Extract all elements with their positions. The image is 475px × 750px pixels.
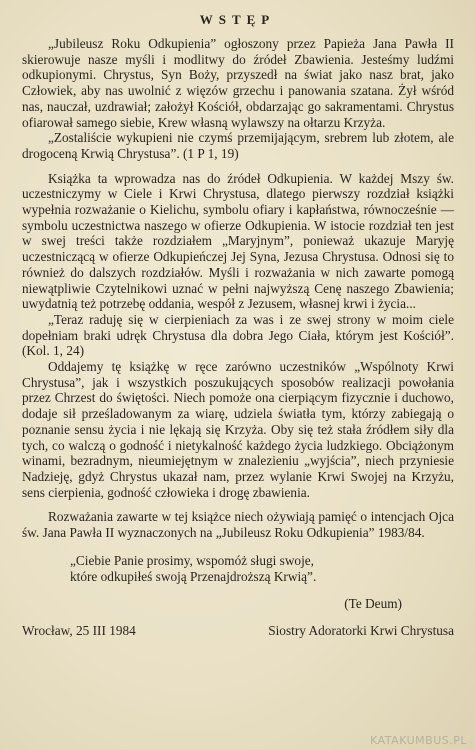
paragraph-quote-colossians: „Teraz raduję się w cierpieniach za was i ze swej strony w moim ciele dopełniam braki udręk Chrystusa dla dobra Jego Ciała, którym jest Kościół”. (Kol. 1, 24) (22, 311, 454, 359)
prayer-source: (Te Deum) (344, 596, 402, 612)
signature-row (22, 623, 454, 639)
prayer-line-1: „Ciebie Panie prosimy, wspomóż sługi swoje, (70, 552, 314, 568)
paragraph-jubilee: „Jubileusz Roku Odkupienia” ogłoszony przez Papieża Jana Pawła II skierowuje nasze myśli i modlitwy do źródeł Zbawienia. Jesteśmy ludźmi odkupionymi. Chrystus, Syn Boży, przyszedł na świat jako nasz brat, jako Człowiek, aby nas uwolnić z więzów grzechu i panowania szatana. Żył wśród nas, nauczał, uzdrawiał; założył Kościół, obdarzając go sakramentami. Chrystus ofiarował samego siebie, Krew własną wylawszy na ołtarzu Krzyża. (22, 36, 454, 130)
paragraph-dedication: Oddajemy tę książkę w ręce zarówno uczestników „Wspólnoty Krwi Chrystusa”, jak i wszystkich poszukujących sposobów realizacji powołania przez Chrzest do świętości. Niech pomoże ona cierpiącym fizycznie i duchowo, dodaje sił prześladowanym za wiarę, udziela światła tym, którzy zabiegają o poznanie sensu życia i nie lękają się Krzyża. Oby się też stała źródłem siły dla tych, co walczą o godność i nietykalność każdego życia ludzkiego. Obciążonym winami, bezradnym, nieumiejętnym w znalezieniu „wyjścia”, niech przyniesie Nadzieję, gdyż Chrystus ukazał nam, przez wylanie Krwi Swojej na Krzyżu, sens cierpienia, godność człowieka i drogę zbawienia. (22, 359, 454, 500)
document-body (22, 36, 454, 639)
watermark: KATAKUMBUS.PL (370, 734, 467, 747)
author-signature: Siostry Adoratorki Krwi Chrystusa (268, 622, 454, 638)
prayer-line-2: które odkupiłeś swoją Przenajdroższą Krwią”. (70, 568, 317, 584)
paragraph-quote-peter: „Zostaliście wykupieni nie czymś przemijającym, srebrem lub złotem, ale drogoceną Krwią Chrystusa”. (1 P 1, 19) (22, 130, 454, 161)
place-date: Wrocław, 25 III 1984 (22, 622, 136, 638)
paragraph-intentions: Rozważania zawarte w tej książce niech ożywiają pamięć o intencjach Ojca św. Jana Pawła II wyznaczonych na „Jubileusz Roku Odkupienia” 1983/84. (22, 509, 454, 541)
paragraph-book-intro: Książka ta wprowadza nas do źródeł Odkupienia. W każdej Mszy św. uczestniczymy w Ciele i Krwi Chrystusa, dlatego pierwszy rozdział książki wypełnia rozważanie o Kielichu, symbolu ofiary i kapłaństwa, równocześnie — symbolu uczestnictwa naszego w ofierze Odkupienia. W istocie rozdział ten jest w swej treści także rozdziałem „Maryjnym”, ponieważ ukazuje Maryję uczestniczącą w ofierze Odkupieńczej Jej Syna, Jezusa Chrystusa. Odnosi się to również do dalszych rozdziałów. Myśli i rozważania w nich zawarte pomogą niewątpliwie Czytelnikowi uznać w pełni najwyższą Cenę naszego Zbawienia; uwydatnią też potrzebę oddania, wespół z Jezusem, własnej krwi i życia... (22, 170, 454, 312)
page-title: WSTĘP (199, 12, 276, 27)
prayer-quote (22, 553, 454, 584)
